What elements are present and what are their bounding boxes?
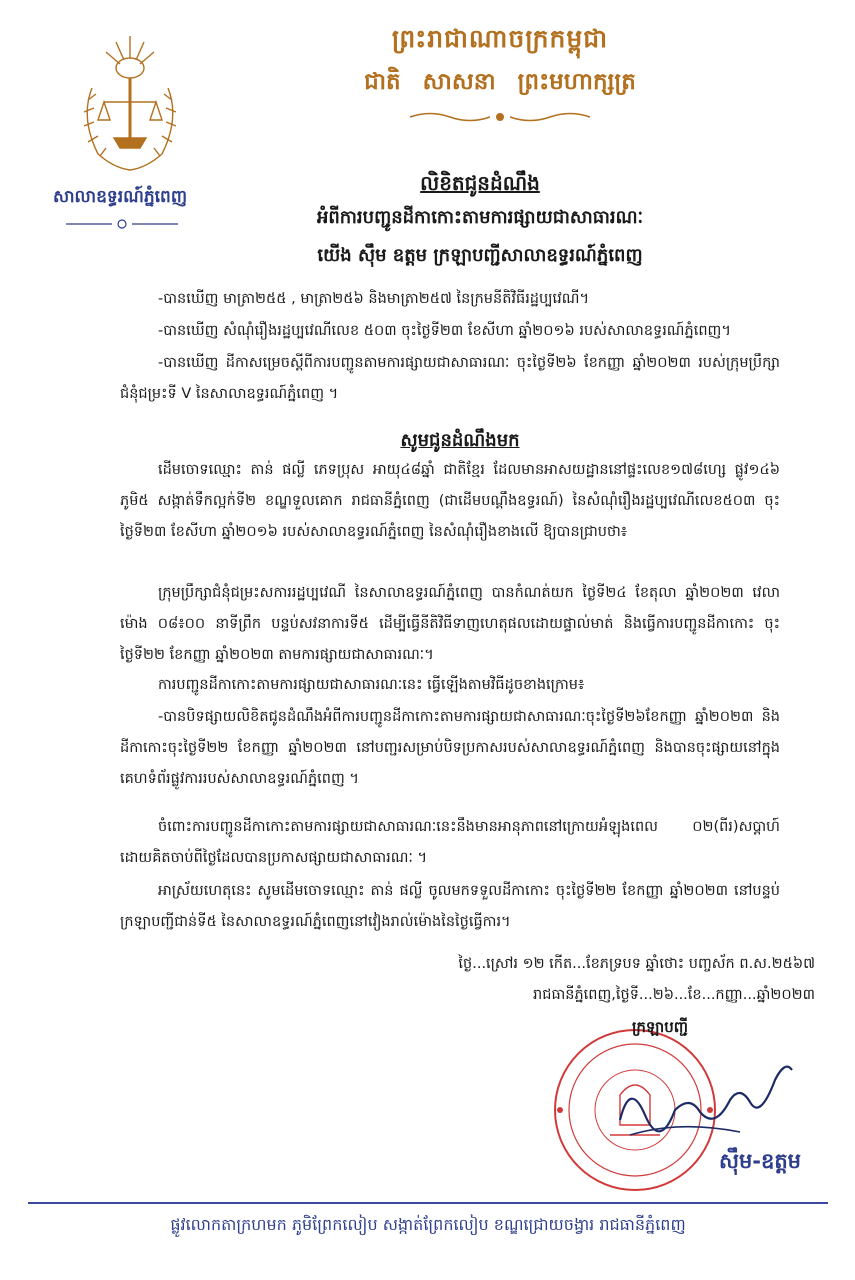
paragraph-method-detail: -បានបិទផ្សាយលិខិតជូនដំណឹងអំពីការបញ្ជូនដីកាកោះតាមការផ្សាយជាសាធារណៈចុះថ្ងៃទី២៦ខែកញ្ញា ឆ្នាំ២០២៣ និងដីកាកោះចុះថ្ងៃទី២២ ខែកញ្ញា ឆ្នាំ២០២៣ នៅបញ្ជរសម្រាប់បិទប្រកាសរបស់សាលាឧទ្ធរណ៍ភ្នំពេញ និងបានចុះផ្សាយនៅក្នុងគេហទំព័រផ្លូវការរបស់សាលាឧទ្ធរណ៍ភ្នំពេញ ។ — [120, 709, 780, 787]
footer-divider — [28, 1202, 828, 1204]
handwritten-signature — [600, 1040, 800, 1150]
signer-name: ស៊ឹម-ឧត្តម — [718, 1149, 802, 1173]
court-name: សាលាឧទ្ធរណ៍ភ្នំពេញ — [52, 187, 188, 207]
paragraph-legal-basis-3: -បានឃើញ ដីកាសម្រេចស្តីពីការបញ្ជូនតាមការផ្សាយជាសាធារណៈ ចុះថ្ងៃទី២៦ ខែកញ្ញា ឆ្នាំ២០២៣ របស់ក្រុមប្រឹក្សាជំនុំជម្រះទី V នៃសាលាឧទ្ធរណ៍ភ្នំពេញ ។ — [120, 355, 780, 402]
paragraph-summons: អាស្រ័យហេតុនេះ សូមដើមចោទឈ្មោះ តាន់ ផល្លី ចូលមកទទួលដីកាកោះ ចុះថ្ងៃទី២២ ខែកញ្ញា ឆ្នាំ២០២៣ នៅបន្ទប់ក្រឡាបញ្ជីជាន់ទី៥ នៃសាលាឧទ្ធរណ៍ភ្នំពេញនៅវៀងរាល់ម៉ោងនៃថ្ងៃធ្វើការ។ — [120, 883, 780, 930]
court-emblem-icon — [70, 28, 190, 178]
paragraph-hearing-date: ក្រុមប្រឹក្សាជំនុំជម្រះសការរដ្ឋប្បវេណី នៃសាលាឧទ្ធរណ៍ភ្នំពេញ បានកំណត់យក ថ្ងៃទី២៤ ខែតុលា ឆ្នាំ២០២៣ វេលាម៉ោង ០៨៖០០ នាទីព្រឹក បន្ទប់សវនាការទី៥ ដើម្បីធ្វើនីតិវិធីទាញហេតុផលដោយផ្ទាល់មាត់ និងធ្វើការបញ្ជូនដីកាកោះ ចុះថ្ងៃទី២២ ខែកញ្ញា ឆ្នាំ២០២៣ តាមការផ្សាយជាសាធារណៈ។ — [120, 585, 780, 663]
signer-title: ក្រឡាបញ្ជី — [631, 1018, 689, 1036]
national-motto: ជាតិ សាសនា ព្រះមហាក្សត្រ — [364, 69, 636, 95]
document-title: លិខិតជូនដំណឹង — [420, 171, 540, 195]
notice-heading: សូមជូនដំណឹងមក — [400, 430, 520, 451]
kingdom-title: ព្រះរាជាណាចក្រកម្ពុជា — [391, 24, 609, 53]
document-subtitle: អំពីការបញ្ជូនដីកាកោះតាមការផ្សាយជាសាធារណៈ — [316, 207, 644, 228]
paragraph-legal-basis-2: -បានឃើញ សំណុំរឿងរដ្ឋប្បវេណីលេខ ៥០៣ ចុះថ្ងៃទី២៣ ខែសីហា ឆ្នាំ២០១៦ របស់សាលាឧទ្ធរណ៍ភ្នំពេញ។ — [158, 323, 731, 339]
footer-address: ផ្លូវលោកតាក្រហមក ភូមិព្រែកលៀប សង្កាត់ព្រែកលៀប ខណ្ឌជ្រោយចង្វារ រាជធានីភ្នំពេញ — [170, 1215, 686, 1234]
date-lunar: ថ្ងៃ...ស្រៅរ ១២ កើត...ខែភទ្របទ ឆ្នាំថោះ បញ្ចស័ក ព.ស.២៥៦៧ — [458, 956, 815, 972]
ornament-divider-icon — [400, 108, 600, 126]
paragraph-plaintiff: ដើមចោទឈ្មោះ តាន់ ផល្លី ភេទប្រុស អាយុ៤៨ឆ្នាំ ជាតិខ្មែរ ដែលមានអាសយដ្ឋាននៅផ្ទះលេខ១៧៨ហ្សេ ផ្លូវ១៤៦ ភូមិ៥ សង្កាត់ទឹកល្អក់ទី២ ខណ្ឌទួលគោក រាជធានីភ្នំពេញ (ជាដើមបណ្តឹងឧទ្ធរណ៍) នៃសំណុំរឿងរដ្ឋប្បវេណីលេខ៥០៣ ចុះថ្ងៃទី២៣ ខែសីហា ឆ្នាំ២០១៦ របស់សាលាឧទ្ធរណ៍ភ្នំពេញ នៃសំណុំរឿងខាងលើ ឱ្យបានជ្រាបថា៖ — [120, 462, 780, 540]
paragraph-method-intro: ការបញ្ជូនដីកាកោះតាមការផ្សាយជាសាធារណៈនេះ ធ្វើឡើងតាមវិធីដូចខាងក្រោម៖ — [158, 677, 585, 693]
date-solar: រាជធានីភ្នំពេញ,ថ្ងៃទី...២៦...ខែ...កញ្ញា...ឆ្នាំ២០២៣ — [533, 987, 815, 1003]
document-author: យើង ស៊ឹម ឧត្តម ក្រឡាបញ្ជីសាលាឧទ្ធរណ៍ភ្នំពេញ — [317, 245, 643, 266]
paragraph-legal-basis-1: -បានឃើញ មាត្រា២៥៥ , មាត្រា២៥៦ និងមាត្រា២៥៧ នៃក្រមនីតិវិធីរដ្ឋប្បវេណី។ — [158, 291, 589, 307]
paragraph-effect: ចំពោះការបញ្ជូនដីកាកោះតាមការផ្សាយជាសាធារណៈនេះនឹងមានអានុភាពនៅក្រោយអំឡុងពេល ០២(ពីរ)សប្តាហ៍ ដោយគិតចាប់ពីថ្ងៃដែលបានប្រកាសផ្សាយជាសាធារណៈ ។ — [120, 819, 780, 866]
